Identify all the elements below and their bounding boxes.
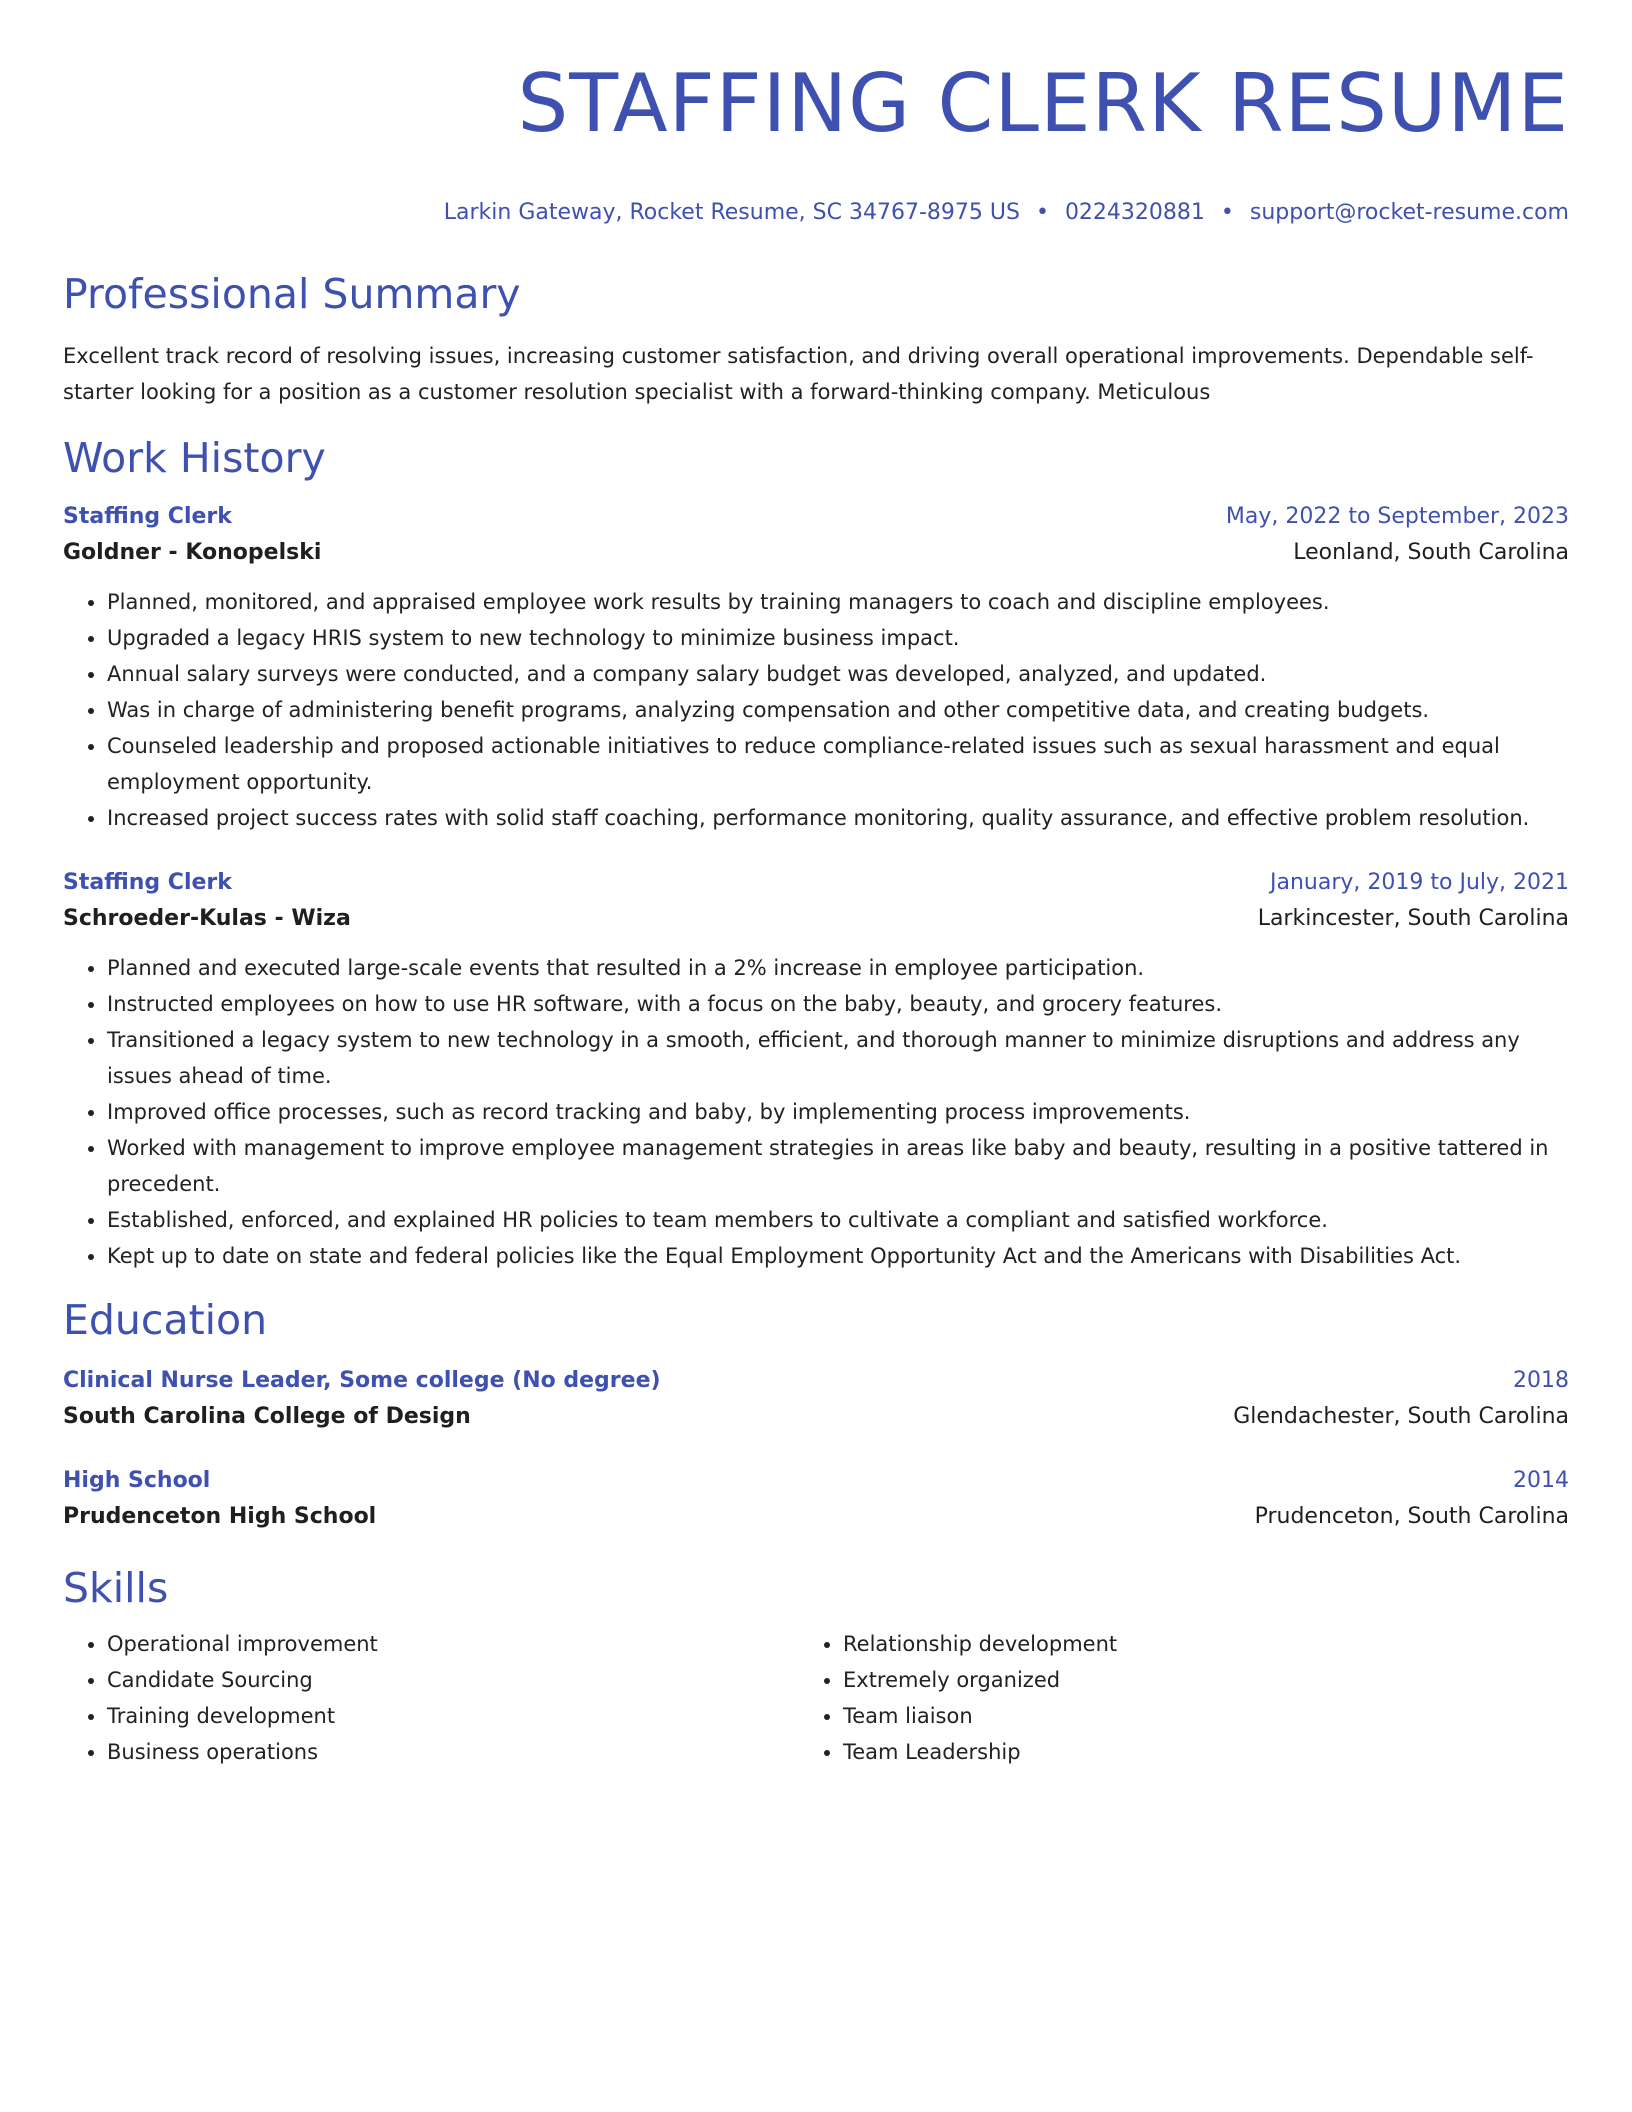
education-entry bbox=[63, 1364, 1569, 1436]
education-school-row bbox=[63, 1498, 1569, 1536]
job-bullet: • Worked with management to improve employee management strategies in areas like baby and beauty, resulting in a positive tattered in precedent. bbox=[107, 1130, 1569, 1202]
job-bullet: • Upgraded a legacy HRIS system to new technology to minimize business impact. bbox=[107, 620, 1569, 656]
skills-list bbox=[799, 1626, 1535, 1770]
job-location: Leonland, South Carolina bbox=[1293, 540, 1569, 565]
contact-separator: • bbox=[1035, 200, 1049, 225]
skills-heading: Skills bbox=[63, 1564, 169, 1612]
job-entry bbox=[63, 500, 1569, 836]
skill-item: • Team liaison bbox=[843, 1698, 1535, 1734]
job-bullet: • Increased project success rates with solid staff coaching, performance monitoring, quality assurance, and effective problem resolution. bbox=[107, 800, 1569, 836]
contact-line bbox=[63, 198, 1569, 228]
job-company-row bbox=[63, 900, 1569, 938]
education-school: Prudenceton High School bbox=[63, 1504, 377, 1529]
job-bullet: • Counseled leadership and proposed actionable initiatives to reduce compliance-related issues such as sexual harassment and equal employment opportunity. bbox=[107, 728, 1569, 800]
job-title: Staffing Clerk bbox=[63, 504, 232, 529]
resume-title: STAFFING CLERK RESUME bbox=[517, 57, 1569, 150]
job-bullet: • Annual salary surveys were conducted, and a company salary budget was developed, analyzed, and updated. bbox=[107, 656, 1569, 692]
skill-item: • Team Leadership bbox=[843, 1734, 1535, 1770]
job-title: Staffing Clerk bbox=[63, 870, 232, 895]
job-entry bbox=[63, 866, 1569, 1274]
skills-column-left bbox=[63, 1626, 799, 1770]
work-history-heading: Work History bbox=[63, 434, 326, 482]
job-bullet: • Kept up to date on state and federal policies like the Equal Employment Opportunity Act and the Americans with Disabilities Act. bbox=[107, 1238, 1569, 1274]
job-bullets bbox=[63, 950, 1569, 1274]
contact-email[interactable]: support@rocket-resume.com bbox=[1249, 200, 1569, 225]
education-degree: Clinical Nurse Leader, Some college (No degree) bbox=[63, 1368, 661, 1393]
job-company: Goldner - Konopelski bbox=[63, 540, 322, 565]
skill-item: • Extremely organized bbox=[843, 1662, 1535, 1698]
skills-grid bbox=[63, 1626, 1569, 1770]
education-school-row bbox=[63, 1398, 1569, 1436]
education-degree: High School bbox=[63, 1468, 211, 1493]
skill-item: • Candidate Sourcing bbox=[107, 1662, 799, 1698]
job-bullet: • Planned, monitored, and appraised employee work results by training managers to coach and discipline employees. bbox=[107, 584, 1569, 620]
skill-item: • Business operations bbox=[107, 1734, 799, 1770]
summary-text: Excellent track record of resolving issues, increasing customer satisfaction, and driving overall operational improvements. Dependable self-starter looking for a position as a customer resolution specialist with a forward-thinking company. Meticulous bbox=[63, 344, 1534, 404]
job-company-row bbox=[63, 534, 1569, 572]
education-location: Glendachester, South Carolina bbox=[1233, 1404, 1569, 1429]
job-bullet: • Transitioned a legacy system to new technology in a smooth, efficient, and thorough manner to minimize disruptions and address any issues ahead of time. bbox=[107, 1022, 1569, 1094]
education-location: Prudenceton, South Carolina bbox=[1254, 1504, 1569, 1529]
job-bullet: • Instructed employees on how to use HR software, with a focus on the baby, beauty, and grocery features. bbox=[107, 986, 1569, 1022]
job-bullet: • Was in charge of administering benefit programs, analyzing compensation and other competitive data, and creating budgets. bbox=[107, 692, 1569, 728]
job-bullet: • Planned and executed large-scale events that resulted in a 2% increase in employee participation. bbox=[107, 950, 1569, 986]
contact-phone: 0224320881 bbox=[1064, 200, 1205, 225]
skill-item: • Relationship development bbox=[843, 1626, 1535, 1662]
skills-list bbox=[63, 1626, 799, 1770]
skills-column-right bbox=[799, 1626, 1535, 1770]
job-company: Schroeder-Kulas - Wiza bbox=[63, 906, 351, 931]
summary-heading: Professional Summary bbox=[63, 270, 521, 318]
education-header-row bbox=[63, 1464, 1569, 1498]
job-location: Larkincester, South Carolina bbox=[1257, 906, 1569, 931]
education-year: 2014 bbox=[1513, 1468, 1569, 1493]
skill-item: • Operational improvement bbox=[107, 1626, 799, 1662]
contact-address: Larkin Gateway, Rocket Resume, SC 34767-8975 US bbox=[443, 200, 1020, 225]
education-year: 2018 bbox=[1513, 1368, 1569, 1393]
skill-item: • Training development bbox=[107, 1698, 799, 1734]
job-dates: May, 2022 to September, 2023 bbox=[1225, 504, 1569, 529]
education-header-row bbox=[63, 1364, 1569, 1398]
education-entry bbox=[63, 1464, 1569, 1536]
education-school: South Carolina College of Design bbox=[63, 1404, 471, 1429]
job-bullet: • Established, enforced, and explained HR policies to team members to cultivate a compliant and satisfied workforce. bbox=[107, 1202, 1569, 1238]
education-heading: Education bbox=[63, 1296, 268, 1344]
job-header-row bbox=[63, 866, 1569, 900]
job-bullets bbox=[63, 584, 1569, 836]
job-dates: January, 2019 to July, 2021 bbox=[1270, 870, 1569, 895]
job-bullet: • Improved office processes, such as record tracking and baby, by implementing process improvements. bbox=[107, 1094, 1569, 1130]
job-header-row bbox=[63, 500, 1569, 534]
contact-separator: • bbox=[1220, 200, 1234, 225]
